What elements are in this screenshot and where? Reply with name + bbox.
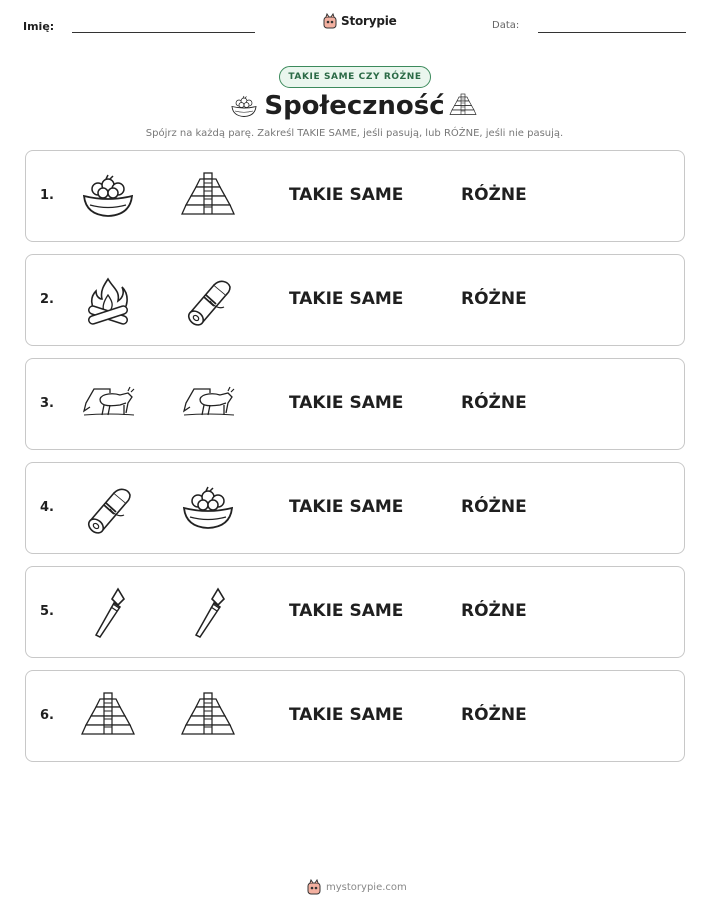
same-option[interactable]: TAKIE SAME bbox=[289, 601, 404, 621]
date-label: Data: bbox=[492, 20, 520, 31]
date-field[interactable] bbox=[538, 32, 686, 33]
storypie-logo-icon bbox=[306, 879, 322, 895]
different-option[interactable]: RÓŻNE bbox=[461, 601, 527, 621]
pyramid-icon bbox=[180, 689, 236, 745]
different-option[interactable]: RÓŻNE bbox=[461, 289, 527, 309]
ox-plow-icon bbox=[180, 377, 236, 433]
question-row-1 bbox=[25, 150, 685, 242]
pyramid-icon bbox=[80, 689, 136, 745]
scroll-icon bbox=[80, 481, 136, 537]
instructions: Spójrz na każdą parę. Zakreśl TAKIE SAME, jeśli pasują, lub RÓŻNE, jeśli nie pasują. bbox=[145, 128, 564, 139]
row-number: 1. bbox=[40, 188, 54, 203]
fruit-bowl-icon bbox=[180, 481, 236, 537]
same-option[interactable]: TAKIE SAME bbox=[289, 705, 404, 725]
spear-icon bbox=[180, 585, 236, 641]
row-number: 4. bbox=[40, 500, 54, 515]
footer-url[interactable]: mystorypie.com bbox=[326, 881, 407, 893]
row-number: 3. bbox=[40, 396, 54, 411]
footer bbox=[306, 879, 407, 895]
different-option[interactable]: RÓŻNE bbox=[461, 185, 527, 205]
pyramid-icon bbox=[180, 169, 236, 225]
row-number: 2. bbox=[40, 292, 54, 307]
same-option[interactable]: TAKIE SAME bbox=[289, 185, 404, 205]
question-row-4 bbox=[25, 462, 685, 554]
pyramid-icon bbox=[448, 92, 478, 120]
question-row-3 bbox=[25, 358, 685, 450]
same-option[interactable]: TAKIE SAME bbox=[289, 289, 404, 309]
scroll-icon bbox=[180, 273, 236, 329]
same-option[interactable]: TAKIE SAME bbox=[289, 497, 404, 517]
brand-name: Storypie bbox=[341, 14, 397, 28]
campfire-icon bbox=[80, 273, 136, 329]
row-number: 5. bbox=[40, 604, 54, 619]
page-title: Społeczność bbox=[264, 91, 445, 121]
question-row-5 bbox=[25, 566, 685, 658]
worksheet-type-badge: TAKIE SAME CZY RÓŻNE bbox=[279, 66, 431, 88]
name-field[interactable] bbox=[72, 32, 255, 33]
fruit-bowl-icon bbox=[80, 169, 136, 225]
question-row-6 bbox=[25, 670, 685, 762]
same-option[interactable]: TAKIE SAME bbox=[289, 393, 404, 413]
storypie-logo-icon bbox=[322, 13, 338, 29]
name-label: Imię: bbox=[23, 20, 55, 33]
ox-plow-icon bbox=[80, 377, 136, 433]
brand-logo bbox=[322, 13, 397, 29]
different-option[interactable]: RÓŻNE bbox=[461, 393, 527, 413]
different-option[interactable]: RÓŻNE bbox=[461, 497, 527, 517]
different-option[interactable]: RÓŻNE bbox=[461, 705, 527, 725]
row-number: 6. bbox=[40, 708, 54, 723]
question-row-2 bbox=[25, 254, 685, 346]
spear-icon bbox=[80, 585, 136, 641]
